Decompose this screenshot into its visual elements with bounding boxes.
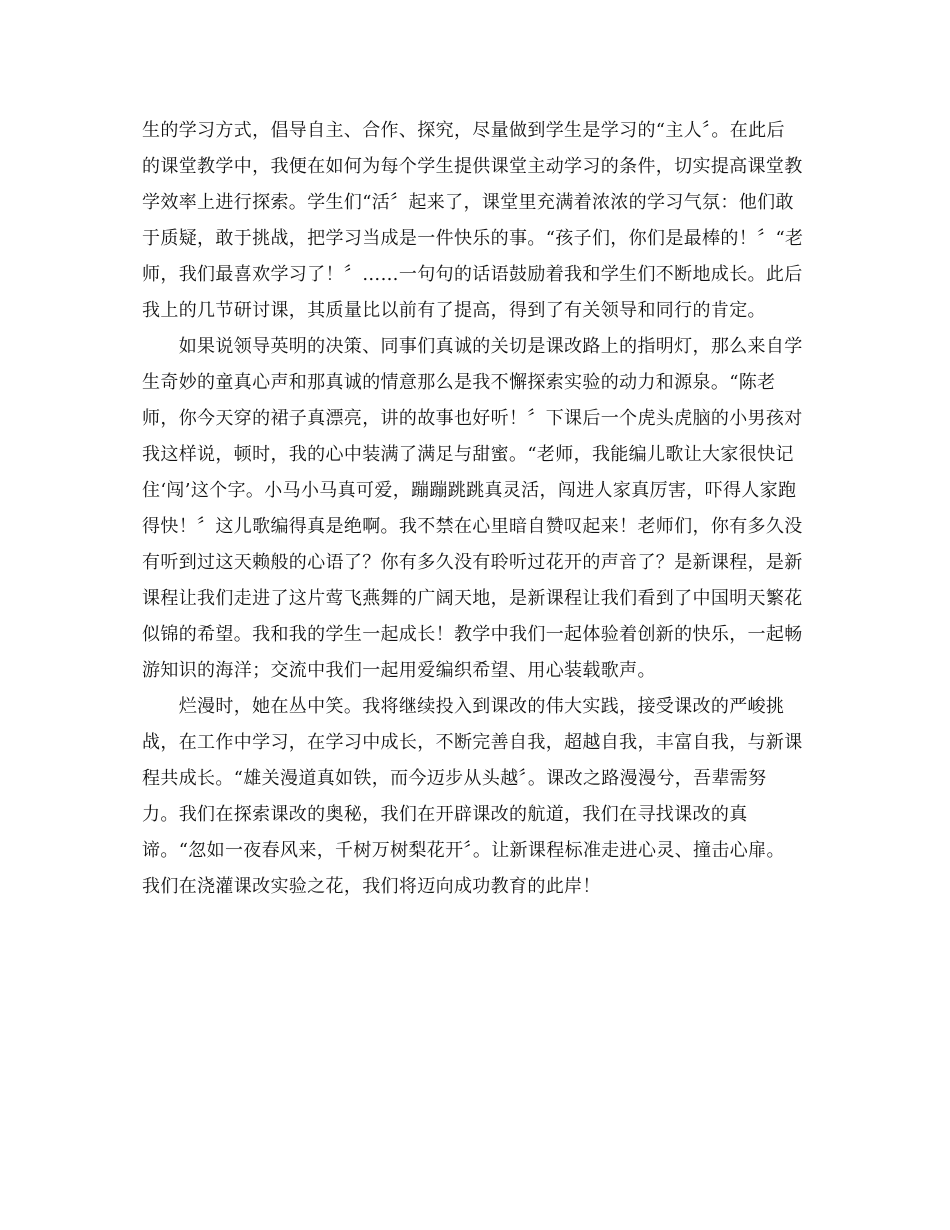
text-line: 住‘闯’这个字。小马小马真可爱，蹦蹦跳跳真灵活，闯进人家真厉害，吓得人家跑 — [142, 480, 797, 501]
body-text — [142, 113, 814, 905]
text-line: 我们在浇灌课改实验之花，我们将迈向成功教育的此岸！ — [142, 876, 601, 897]
text-line: 游知识的海洋；交流中我们一起用爱编织希望、用心装载歌声。 — [142, 660, 656, 681]
text-line: 程共成长。“雄关漫道真如铁，而今迈步从头越〞。课改之路漫漫兮，吾辈需努 — [142, 768, 767, 789]
text-line: 师，你今天穿的裙子真漂亮，讲的故事也好听！〞下课后一个虎头虎脑的小男孩对 — [142, 408, 803, 429]
paragraph-3 — [142, 689, 814, 905]
text-line: 似锦的希望。我和我的学生一起成长！教学中我们一起体验着创新的快乐，一起畅 — [142, 624, 803, 645]
text-line: 得快！〞这儿歌编得真是绝啊。我不禁在心里暗自赞叹起来！老师们，你有多久没 — [142, 516, 803, 537]
text-line: 如果说领导英明的决策、同事们真诚的关切是课改路上的指明灯，那么来自学 — [142, 336, 803, 357]
text-line: 生奇妙的童真心声和那真诚的情意那么是我不懈探索实验的动力和源泉。“陈老 — [142, 372, 776, 393]
text-line: 的课堂教学中，我便在如何为每个学生提供课堂主动学习的条件，切实提高课堂教 — [142, 156, 803, 177]
text-line: 战，在工作中学习，在学习中成长，不断完善自我，超越自我，丰富自我，与新课 — [142, 732, 803, 753]
text-line: 师，我们最喜欢学习了！〞……一句句的话语鼓励着我和学生们不断地成长。此后 — [142, 264, 803, 285]
paragraph-1 — [142, 113, 814, 329]
text-line: 学效率上进行探索。学生们“活〞起来了，课堂里充满着浓浓的学习气氛：他们敢 — [142, 192, 794, 213]
text-line: 力。我们在探索课改的奥秘，我们在开辟课改的航道，我们在寻找课改的真 — [142, 804, 748, 825]
text-line: 生的学习方式，倡导自主、合作、探究，尽量做到学生是学习的“主人〞。在此后 — [142, 120, 785, 141]
text-line: 有听到过这天赖般的心语了？你有多久没有聆听过花开的声音了？是新课程，是新 — [142, 552, 803, 573]
text-line: 于质疑，敢于挑战，把学习当成是一件快乐的事。“孩子们，你们是最棒的！〞“老 — [142, 228, 804, 249]
text-line: 谛。“忽如一夜春风来，千树万树梨花开〞。让新课程标准走进心灵、撞击心扉。 — [142, 840, 785, 861]
paragraph-2 — [142, 329, 814, 689]
text-line: 烂漫时，她在丛中笑。我将继续投入到课改的伟大实践，接受课改的严峻挑 — [142, 696, 785, 717]
text-line: 我这样说，顿时，我的心中装满了满足与甜蜜。“老师，我能编儿歌让大家很快记 — [142, 444, 794, 465]
text-line: 我上的几节研讨课，其质量比以前有了提高，得到了有关领导和同行的肯定。 — [142, 300, 766, 321]
text-line: 课程让我们走进了这片莺飞燕舞的广阔天地，是新课程让我们看到了中国明天繁花 — [142, 588, 803, 609]
